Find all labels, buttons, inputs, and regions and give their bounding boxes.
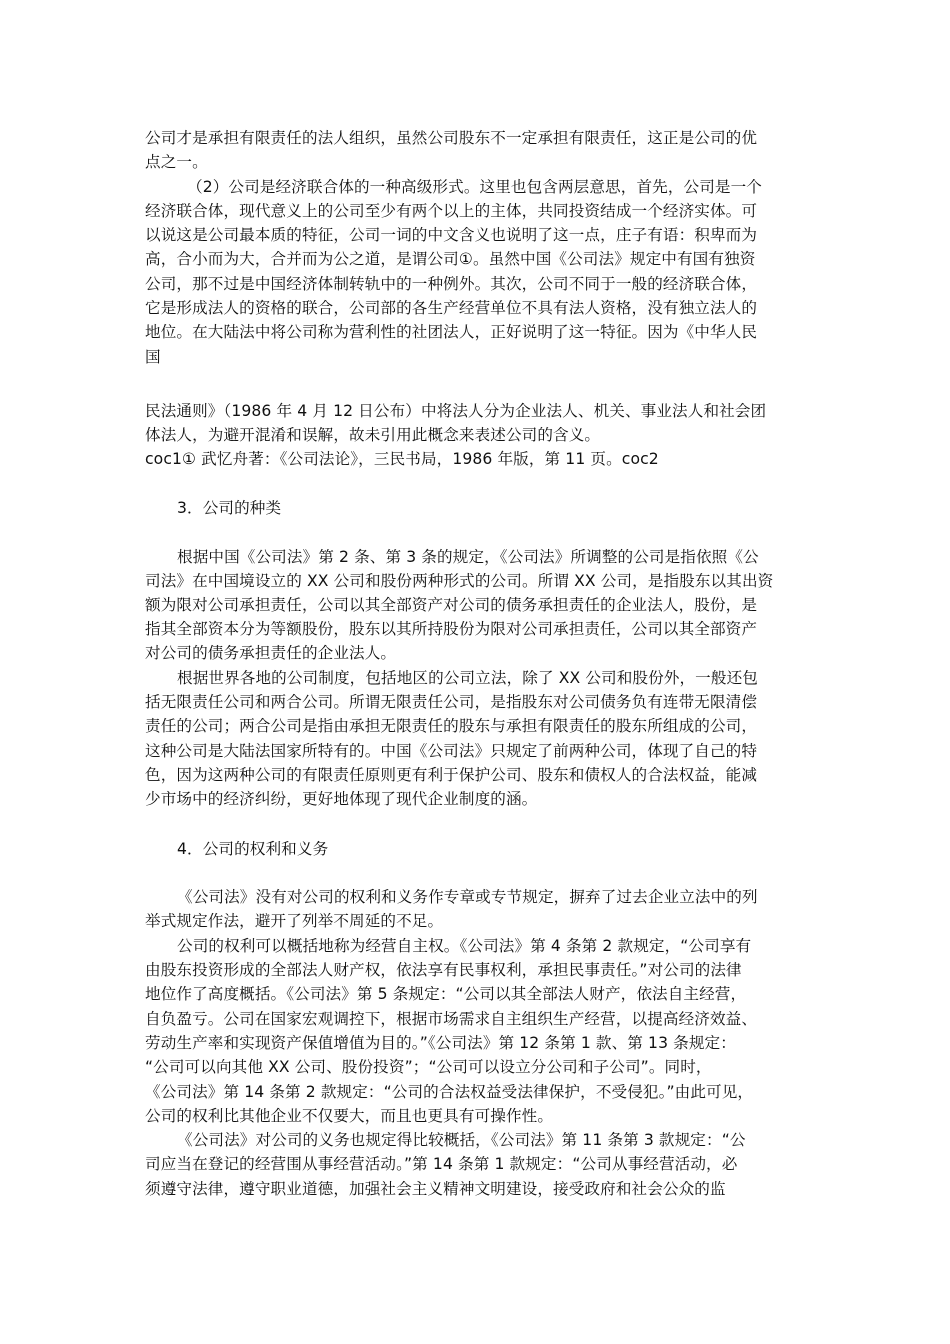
text-line: 由股东投资形成的全部法人财产权，依法享有民事权利，承担民事责任。”对公司的法律 <box>145 961 742 979</box>
text-line: 额为限对公司承担责任，公司以其全部资产对公司的债务承担责任的企业法人，股份，是 <box>145 596 758 614</box>
text-line: （2）公司是经济联合体的一种高级形式。这里也包含两层意思，首先，公司是一个 <box>187 178 762 196</box>
text-line: 根据中国《公司法》第 2 条、第 3 条的规定，《公司法》所调整的公司是指依照《公 <box>177 548 759 566</box>
text-line: 指其全部资本分为等额股份，股东以其所持股份为限对公司承担责任，公司以其全部资产 <box>145 620 758 638</box>
footnote: coc1① 武忆舟著：《公司法论》，三民书局，1986 年版，第 11 页。coc2 <box>145 450 659 468</box>
text-line: 色，因为这两种公司的有限责任原则更有利于保护公司、股东和债权人的合法权益，能减 <box>145 766 758 784</box>
text-line: “公司可以向其他 XX 公司、股份投资”；“公司可以设立分公司和子公司”。同时， <box>145 1058 712 1076</box>
text-line: 它是形成法人的资格的联合，公司部的各生产经营单位不具有法人资格，没有独立法人的 <box>145 299 758 317</box>
text-line: 根据世界各地的公司制度，包括地区的公司立法，除了 XX 公司和股份外，一般还包 <box>177 669 758 687</box>
text-line: 这种公司是大陆法国家所特有的。中国《公司法》只规定了前两种公司，体现了自己的特 <box>145 742 758 760</box>
text-line: 点之一。 <box>145 153 208 171</box>
section-heading: 4．公司的权利和义务 <box>177 840 329 858</box>
text-line: 司应当在登记的经营围从事经营活动。”第 14 条第 1 款规定：“公司从事经营活动，必 <box>145 1155 738 1173</box>
text-line: 公司的权利可以概括地称为经营自主权。《公司法》第 4 条第 2 款规定，“公司享有 <box>177 937 752 955</box>
text-line: 地位作了高度概括。《公司法》第 5 条规定：“公司以其全部法人财产，依法自主经营， <box>145 985 747 1003</box>
text-line: 括无限责任公司和两合公司。所谓无限责任公司，是指股东对公司债务负有连带无限清偿 <box>145 693 758 711</box>
section-heading: 3．公司的种类 <box>177 499 282 517</box>
text-line: 须遵守法律，遵守职业道德，加强社会主义精神文明建设，接受政府和社会公众的监 <box>145 1180 726 1198</box>
text-line: 高，合小而为大，合并而为公之道，是谓公司①。虽然中国《公司法》规定中有国有独资 <box>145 250 756 268</box>
text-line: 对公司的债务承担责任的企业法人。 <box>145 644 397 662</box>
text-line: 《公司法》第 14 条第 2 款规定：“公司的合法权益受法律保护，不受侵犯。”由此可见， <box>145 1083 754 1101</box>
text-line: 公司的权利比其他企业不仅要大，而且也更具有可操作性。 <box>145 1107 554 1125</box>
text-line: 经济联合体，现代意义上的公司至少有两个以上的主体，共同投资结成一个经济实体。可 <box>145 202 758 220</box>
text-line: 国 <box>145 348 161 366</box>
text-line: 公司，那不过是中国经济体制转轨中的一种例外。其次，公司不同于一般的经济联合体， <box>145 275 758 293</box>
text-line: 自负盈亏。公司在国家宏观调控下，根据市场需求自主组织生产经营，以提高经济效益、 <box>145 1010 758 1028</box>
text-line: 责任的公司；两合公司是指由承担无限责任的股东与承担有限责任的股东所组成的公司， <box>145 717 758 735</box>
text-line: 《公司法》对公司的义务也规定得比较概括，《公司法》第 11 条第 3 款规定：“公 <box>177 1131 746 1149</box>
text-line: 以说这是公司最本质的特征，公司一词的中文含义也说明了这一点，庄子有语：积卑而为 <box>145 226 758 244</box>
text-line: 民法通则》（1986 年 4 月 12 日公布）中将法人分为企业法人、机关、事业法人和社会团 <box>145 402 767 420</box>
text-line: 《公司法》没有对公司的权利和义务作专章或专节规定，摒弃了过去企业立法中的列 <box>177 888 758 906</box>
text-line: 劳动生产率和实现资产保值增值为目的。”《公司法》第 12 条第 1 款、第 13 条规定： <box>145 1034 736 1052</box>
text-line: 少市场中的经济纠纷，更好地体现了现代企业制度的涵。 <box>145 790 538 808</box>
text-line: 举式规定作法，避开了列举不周延的不足。 <box>145 912 444 930</box>
text-line: 地位。在大陆法中将公司称为营利性的社团法人，正好说明了这一特征。因为《中华人民 <box>145 323 758 341</box>
text-line: 体法人，为避开混淆和误解，故未引用此概念来表述公司的含义。 <box>145 426 601 444</box>
text-line: 司法》在中国境设立的 XX 公司和股份两种形式的公司。所谓 XX 公司，是指股东以其出资 <box>145 572 774 590</box>
text-line: 公司才是承担有限责任的法人组织，虽然公司股东不一定承担有限责任，这正是公司的优 <box>145 129 758 147</box>
